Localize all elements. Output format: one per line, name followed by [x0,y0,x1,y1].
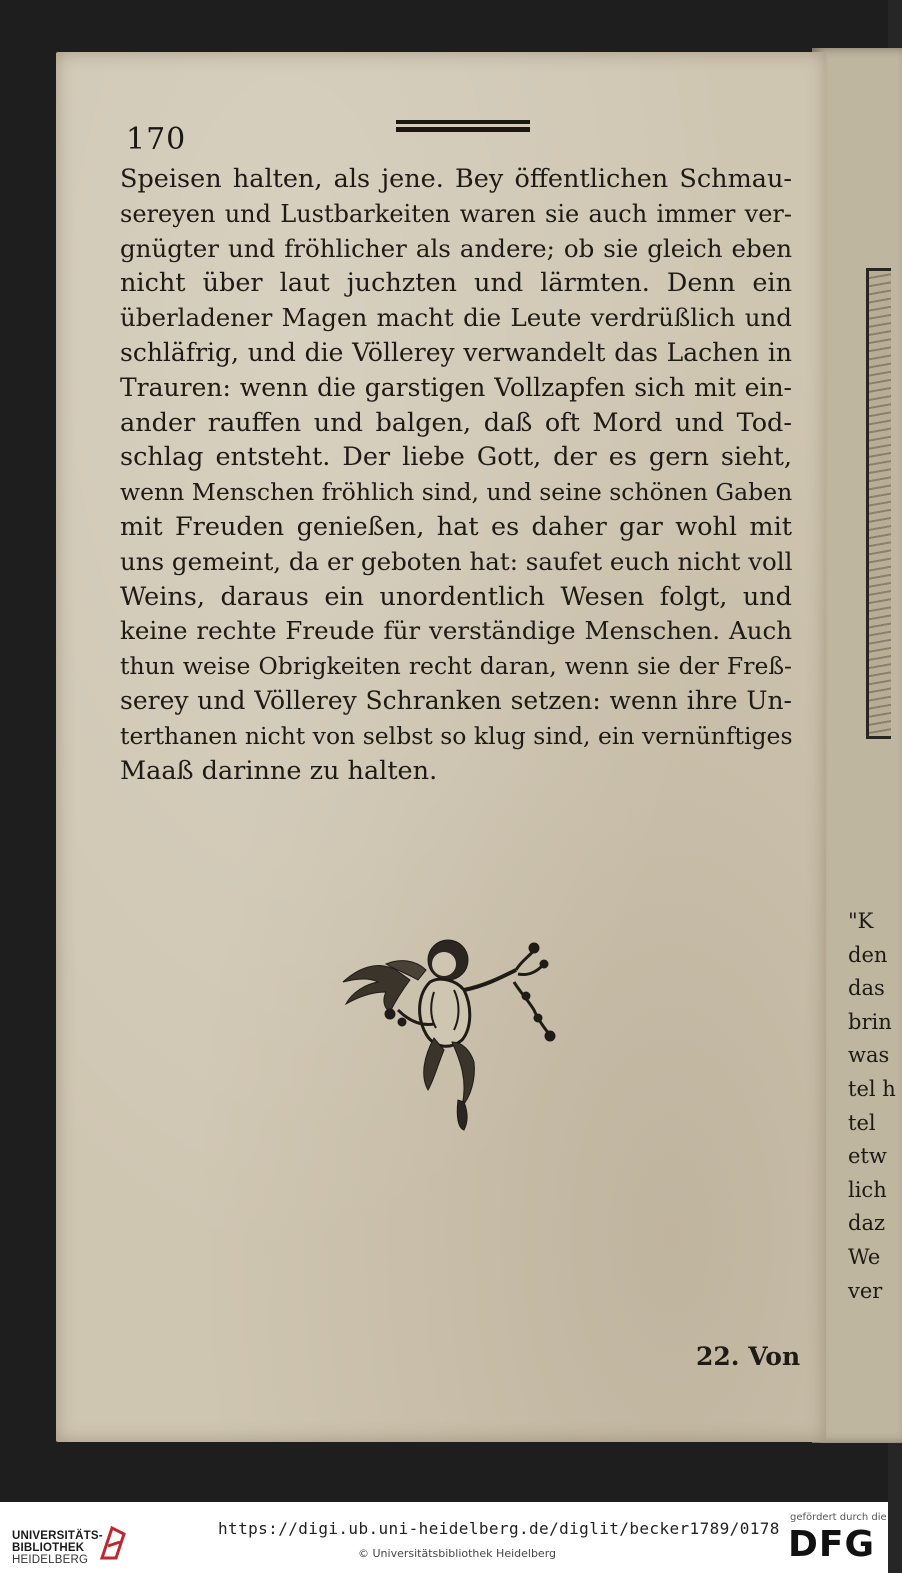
facing-page-fragment: den [848,942,888,967]
facing-page-text [848,905,896,1308]
text-line: gnügter und fröhlicher als andere; ob sie gleich eben [120,233,792,263]
text-line: uns gemeint, da er geboten hat: saufet euch nicht voll [120,546,793,576]
text-line: überladener Magen macht die Leute verdrüßlich und [120,303,792,333]
catchword: 22. Von [696,1342,801,1371]
facing-page-illustration-frame [866,268,891,739]
facing-page-fragment: das [848,976,885,1001]
text-line: sereyen und Lustbarkeiten waren sie auch immer ver- [120,199,792,228]
permalink-url[interactable]: https://digi.ub.uni-heidelberg.de/diglit/becker1789/0178 [218,1519,780,1538]
viewer-footer [0,1502,888,1573]
facing-page-fragment: "K [848,909,874,933]
text-line: schläfrig, und die Völlerey verwandelt das Lachen in [120,337,792,367]
text-line: Weins, daraus ein unordentlich Wesen folgt, und [120,581,792,612]
facing-page-fragment: was [848,1043,890,1068]
library-name-line1: UNIVERSITÄTS- [12,1530,103,1542]
facing-page-fragment: etw [848,1144,887,1169]
text-line: ander rauffen und balgen, daß oft Mord und Tod- [120,407,792,438]
library-name-line2: BIBLIOTHEK [12,1542,85,1554]
facing-page-fragment: tel [848,1110,876,1135]
facing-page-fragment: tel h [848,1076,896,1101]
library-name-line3: HEIDELBERG [12,1554,89,1566]
text-line: Speisen halten, als jene. Bey öffentlichen Schmau- [120,164,792,194]
text-line: thun weise Obrigkeiten recht daran, wenn sie der Freß- [120,652,792,681]
text-line: nicht über laut juchzten und lärmten. Denn ein [120,268,792,299]
cherub-with-garland-icon [338,930,558,1140]
facing-page-fragment: We [848,1244,881,1269]
text-line: Maaß darinne zu halten. [120,755,438,786]
text-line: serey und Völlerey Schranken setzen: wenn ihre Un- [120,685,792,715]
page-number: 170 [126,122,187,157]
university-library-logo[interactable] [8,1512,128,1566]
text-line: Trauren: wenn die garstigen Vollzapfen sich mit ein- [120,372,792,402]
text-line: schlag entsteht. Der liebe Gott, der es gern sieht, [120,442,792,473]
text-line: wenn Menschen fröhlich sind, und seine schönen Gaben [120,478,793,507]
facing-page-fragment: brin [848,1009,892,1034]
copyright-notice: © Universitätsbibliothek Heidelberg [358,1547,557,1560]
text-line: mit Freuden genießen, hat es daher gar wohl mit [120,511,792,542]
sponsor-caption: gefördert durch die [790,1512,887,1523]
library-mark-icon [98,1524,128,1560]
facing-page-fragment: ver [848,1278,883,1303]
facing-page-fragment: daz [848,1211,886,1236]
facing-page-fragment: lich [848,1177,887,1202]
header-rule [396,120,530,132]
dfg-logo[interactable]: DFG [788,1524,876,1565]
text-line: keine rechte Freude für verständige Menschen. Auch [120,616,792,646]
text-line: terthanen nicht von selbst so klug sind, ein vernünftiges [120,721,793,750]
body-text [120,162,792,788]
